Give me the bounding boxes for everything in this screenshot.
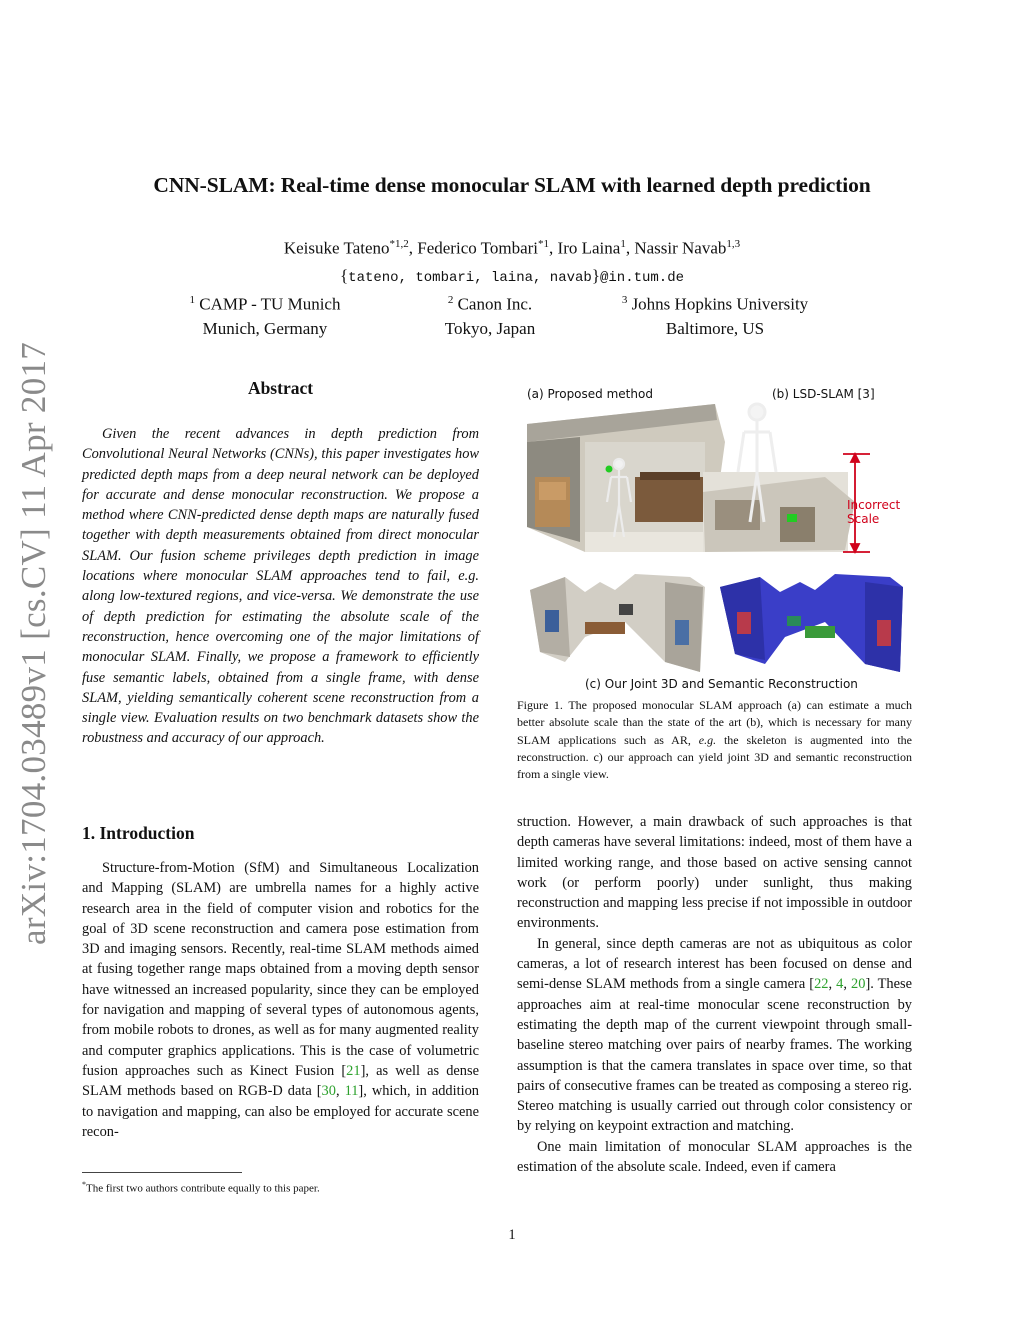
author-name: Iro Laina [557,238,621,258]
citation-link[interactable]: 4 [836,976,844,993]
paragraph: In general, since depth cameras are not as ubiquitous as color cameras, a lot of research interest has been focused on dense and semi-dense SLAM methods from a single camera [22, 4, 20]. These approaches aim at real-time monocular scene reconstruction by estimating the depth map of the current viewpoint through small-baseline stereo matching over pairs of nearby frames. The working assumption is that the camera translates in space over time, so that pairs of consecutive frames can be treated as composing a stereo rig. Stereo matching is usually carried out through color consistency or by relying on keypoint extraction and matching. [517,935,913,1135]
scale-label: Scale [847,512,880,526]
panel-c-left-reconstruction [530,574,705,672]
affiliation-1: $^1$ CAMP - TU Munich Munich, Germany [189,294,341,338]
paragraph: struction. However, a main drawback of such approaches is that depth cameras have several limitations: indeed, most of them have a limited working range, and those based on active sensing cannot work (or perform poorly) under sunlight, thus making reconstruction and mapping less precise if not impossible in outdoor environments. [517,814,912,932]
author-list: Keisuke Tateno$^{*1,2}$, Federico Tombari$^{*1}$, Iro Laina$^1$, Nassir Navab$^{1,3}$ [283,238,741,258]
arxiv-stamp: arXiv:1704.03489v1 [cs.CV] 11 Apr 2017 [14,341,53,945]
affiliation-3: $^3$ Johns Hopkins University Baltimore, US [621,294,809,338]
figure-caption: Figure 1. The proposed monocular SLAM approach (a) can estimate a much better absolute scale than the state of the art (b), which is necessary for many SLAM applications such as AR, e.g. the skeleton is augmented into the reconstruction. c) our approach can yield joint 3D and semantic reconstruction from a single view. [517,698,912,782]
footnote-rule [82,1172,242,1173]
affiliation-2: $^2$ Canon Inc. Tokyo, Japan [444,294,536,338]
email-list: tateno, tombari, laina, navab [348,270,592,286]
footnote: *The first two authors contribute equally to this paper. [82,1180,320,1195]
author-sup: 1 [620,238,626,250]
page-number: 1 [508,1227,516,1243]
citation-link[interactable]: 20 [851,976,866,993]
citation-link[interactable]: 30 [321,1083,336,1100]
incorrect-label: Incorrect [847,498,901,512]
author-emails: {tateno, tombari, laina, navab}@in.tum.de [340,266,684,286]
citation-link[interactable]: 11 [344,1083,359,1100]
figure-1 [525,382,905,694]
paragraph: One main limitation of monocular SLAM approaches is the estimation of the absolute scale. Indeed, even if camera [517,1138,912,1176]
right-column-text [517,812,912,1177]
section-heading: 1. Introduction [82,823,195,843]
author-sup: *1,2 [389,238,409,250]
paper-title: CNN-SLAM: Real-time dense monocular SLAM with learned depth prediction [153,173,871,197]
abstract-body: Given the recent advances in depth prediction from Convolutional Neural Networks (CNNs), this paper investigates how predicted depth maps from a deep neural network can be deployed for accurate and dense monocular reconstruction. We propose a method where CNN-predicted dense depth maps are naturally fused together with depth measurements obtained from direct monocular SLAM. Our fusion scheme privileges depth prediction in image locations where monocular SLAM approaches tend to fail, e.g. along low-textured regions, and vice-versa. We demonstrate the use of depth prediction for estimating the absolute scale of the reconstruction, hence overcoming one of the major limitations of monocular SLAM. Finally, we propose a framework to efficiently fuse semantic labels, obtained from a single frame, with dense SLAM, yielding semantically coherent scene reconstruction from a single view. Evaluation results on two benchmark datasets show the robustness and accuracy of our approach. [82,426,479,747]
email-domain: @in.tum.de [599,270,684,286]
author-name: Keisuke Tateno [283,238,390,258]
panel-c-label: (c) Our Joint 3D and Semantic Reconstruction [585,677,858,691]
citation-link[interactable]: 22 [814,976,829,993]
intro-paragraph: Structure-from-Motion (SfM) and Simultaneous Localization and Mapping (SLAM) are umbrella names for a highly active research area in the field of computer vision and robotics for the goal of 3D scene reconstruction and camera pose estimation from 3D and imaging sensors. Recently, real-time SLAM methods aimed at fusing together range maps obtained from a moving depth sensor have witnessed an increased popularity, since they can be employed for navigation and mapping of several types of autonomous agents, from mobile robots to drones, as well as for many augmented reality and computer graphics applications. This is the case of volumetric fusion approaches such as Kinect Fusion [21], as well as dense SLAM methods based on RGB-D data [30, 11], which, in addition to navigation and mapping, can also be employed for accurate scene recon- [82,860,479,1140]
author-sup: 1,3 [726,238,741,250]
author-name: Nassir Navab [634,238,727,258]
author-name: Federico Tombari [417,238,539,258]
panel-b-label: (b) LSD-SLAM [3] [772,387,875,401]
figure-1-graphic [525,382,905,694]
panel-c-right-reconstruction [720,574,903,672]
abstract-heading: Abstract [247,378,314,398]
panel-b-reconstruction [703,404,900,552]
citation-link[interactable]: 21 [346,1062,361,1079]
panel-a-label: (a) Proposed method [527,387,653,401]
author-sup: *1 [538,238,550,250]
panel-a-reconstruction [527,404,725,552]
